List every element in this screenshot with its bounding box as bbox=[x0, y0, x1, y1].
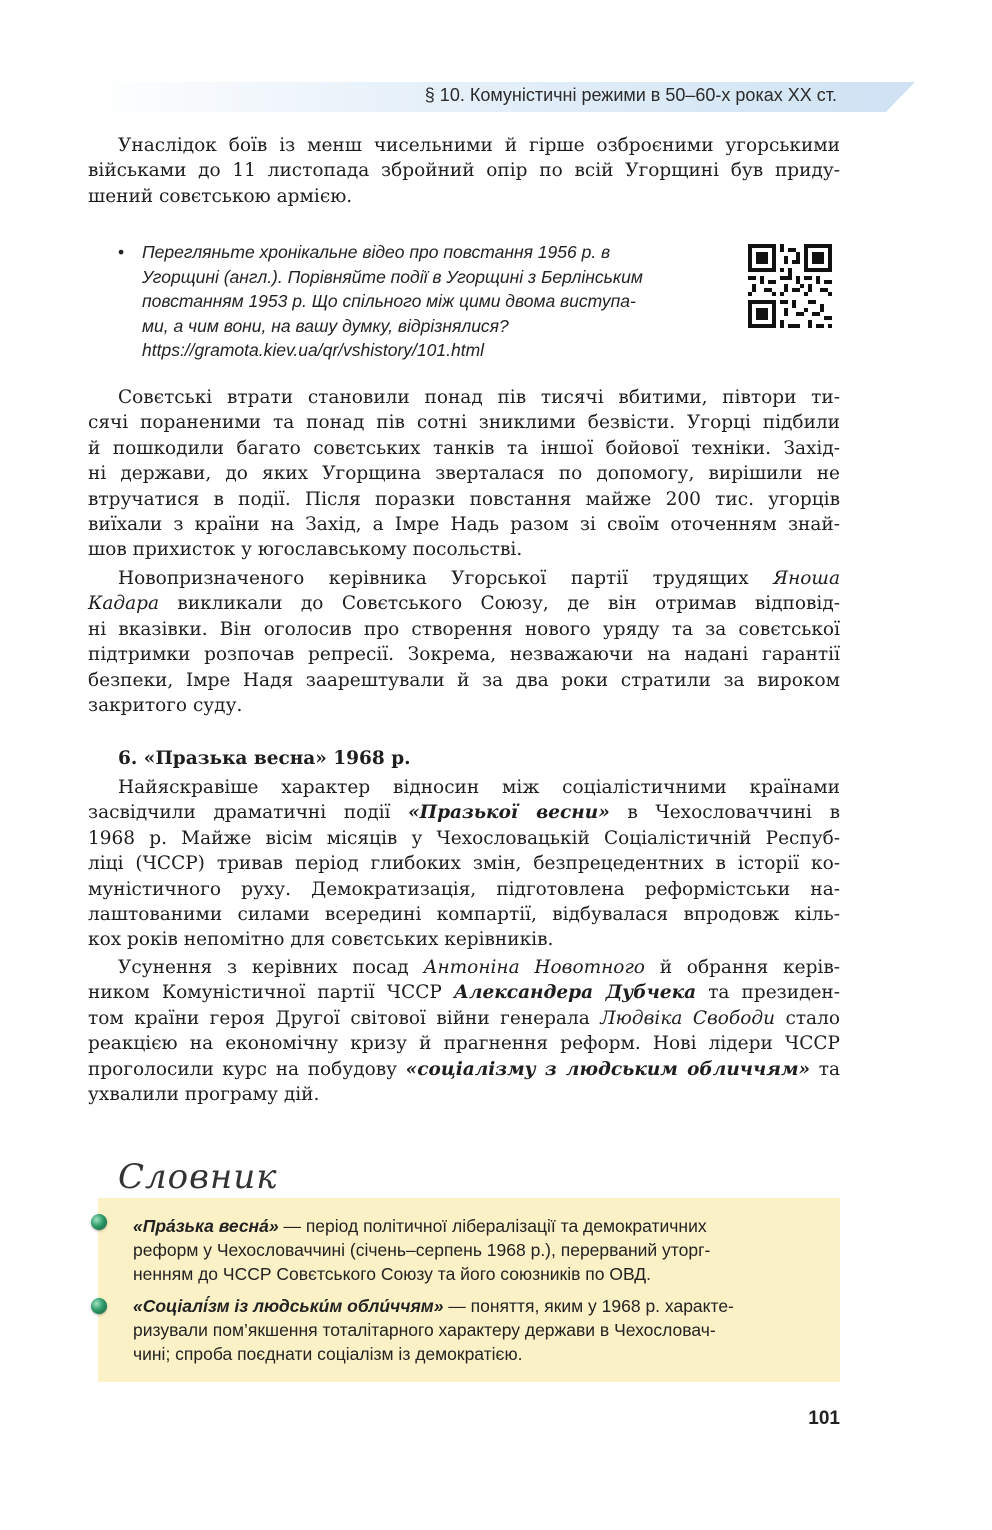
key-term: «Празької весни» bbox=[408, 802, 610, 824]
text-run: ником Комуністичної партії ЧССР bbox=[88, 982, 454, 1004]
text-line: муністичного руху. Демократизація, підготовлена реформістськи на- bbox=[88, 878, 840, 900]
person-name: Александера Дубчека bbox=[453, 982, 697, 1004]
glossary-term: «Соціалі́зм із людськи́м обли́ччям» bbox=[133, 1296, 444, 1316]
paragraph-1 bbox=[88, 133, 840, 209]
text-line: лаштованими силами всередині компартії, відбувалася впродовж кіль- bbox=[88, 904, 840, 926]
glossary-title: Словник bbox=[118, 1157, 278, 1197]
text-run: стало bbox=[775, 1007, 840, 1029]
text-run: — поняття, яким у 1968 р. характе- bbox=[443, 1296, 734, 1316]
entry-line: чині; спроба поєднати соціалізм із демократією. bbox=[133, 1344, 523, 1364]
person-name: Кадара bbox=[88, 593, 159, 615]
paragraph-4 bbox=[88, 775, 840, 953]
text-run: проголосили курс на побудову bbox=[88, 1058, 406, 1080]
glossary-entry bbox=[133, 1214, 833, 1286]
text-line: Унаслідок боїв із менш чисельними й гірше озброєними угорськими bbox=[118, 135, 840, 156]
entry-line: реформ у Чехословаччині (січень–серпень 1968 р.), перерваний уторг- bbox=[133, 1240, 711, 1260]
text-line: втручатися в події. Після поразки повстання майже 200 тис. угорців bbox=[88, 488, 840, 510]
running-header: § 10. Комуністичні режими в 50–60-х роках XX ст. bbox=[424, 85, 837, 105]
text-line: й пошкодили багато совєтських танків та іншої бойової техніки. Захід- bbox=[88, 437, 840, 459]
person-name: Людвіка Свободи bbox=[600, 1007, 775, 1029]
text-run: й обрання керів- bbox=[644, 957, 840, 978]
text-run: та bbox=[810, 1058, 840, 1080]
text-line bbox=[88, 1006, 840, 1031]
entry-line: ризували пом’якшення тоталітарного характеру держави в Чехословач- bbox=[133, 1320, 716, 1340]
person-name: Антоніна Новотного bbox=[423, 957, 645, 978]
entry-line: ненням до ЧССР Совєтського Союзу та його союзників по ОВД. bbox=[133, 1264, 651, 1284]
glossary-term: «Пра́зька весна́» bbox=[133, 1216, 279, 1236]
text-line: ні держави, до яких Угорщина зверталася по допомогу, вирішили не bbox=[88, 463, 840, 485]
task-line: Перегляньте хронікальне відео про повстання 1956 р. в bbox=[142, 242, 611, 262]
text-run: викликали до Совєтського Союзу, де він отримав відповід- bbox=[158, 593, 840, 615]
text-line: Найяскравіше характер відносин між соціалістичними країнами bbox=[118, 777, 840, 798]
text-line: безпеки, Імре Надя заарештували й за два роки стратили за вироком bbox=[88, 669, 840, 691]
person-name: Яноша bbox=[773, 568, 840, 589]
text-run: Новопризначеного керівника Угорської партії трудящих bbox=[118, 568, 774, 589]
task-line: ми, а чим вони, на вашу думку, відрізнялися? bbox=[142, 315, 509, 336]
section-heading: 6. «Празька весна» 1968 р. bbox=[118, 748, 411, 769]
text-line: шов прихисток у югославському посольстві. bbox=[88, 539, 523, 561]
text-line: реакцією на економічну кризу й прагнення реформ. Нові лідери ЧССР bbox=[88, 1033, 840, 1055]
text-line: Совєтські втрати становили понад пів тисячі вбитими, півтори ти- bbox=[118, 387, 840, 408]
text-line bbox=[88, 1057, 840, 1082]
key-term: «соціалізму з людським обличчям» bbox=[405, 1058, 811, 1080]
text-line bbox=[88, 955, 840, 980]
qr-code-icon[interactable] bbox=[748, 244, 832, 328]
text-line bbox=[88, 800, 840, 825]
glossary-entry bbox=[133, 1294, 833, 1366]
text-line: військами до 11 листопада збройний опір по всій Угорщині був приду- bbox=[88, 160, 840, 182]
text-run: — період політичної лібералізації та демократичних bbox=[278, 1216, 707, 1236]
text-line: підтримки розпочав репресії. Зокрема, незважаючи на надані гарантії bbox=[88, 644, 840, 666]
text-line bbox=[88, 566, 840, 591]
paragraph-5 bbox=[88, 955, 840, 1107]
task-link[interactable]: https://gramota.kiev.ua/qr/vshistory/101.html bbox=[142, 340, 485, 360]
text-line bbox=[88, 980, 840, 1005]
text-line: закритого суду. bbox=[88, 695, 243, 717]
entry-line bbox=[133, 1294, 833, 1318]
text-line: сячі пораненими та понад пів сотні зниклими безвісти. Угорці підбили bbox=[88, 412, 840, 434]
text-run: та президен- bbox=[696, 982, 841, 1004]
task-line: Угорщині (англ.). Порівняйте події в Угорщині з Берлінським bbox=[142, 266, 643, 287]
text-run: в Чехословаччині в bbox=[609, 802, 840, 824]
page-number: 101 bbox=[808, 1408, 840, 1429]
text-line: 1968 р. Майже вісім місяців у Чехословацькій Соціалістичній Респуб- bbox=[88, 827, 840, 849]
task-line: повстанням 1953 р. Що спільного між цими двома виступа- bbox=[142, 291, 636, 311]
text-line: ні вказівки. Він оголосив про створення нового уряду та за совєтської bbox=[88, 618, 840, 640]
text-line: виїхали з країни на Захід, а Імре Надь разом зі своїм оточенням знай- bbox=[88, 514, 840, 536]
bullet-icon: • bbox=[118, 242, 125, 262]
text-line bbox=[88, 591, 840, 616]
text-line: ухвалили програму дій. bbox=[88, 1084, 320, 1106]
paragraph-2 bbox=[88, 385, 840, 563]
text-run: засвідчили драматичні події bbox=[88, 802, 409, 824]
paragraph-3 bbox=[88, 566, 840, 718]
text-line: шений совєтською армією. bbox=[88, 185, 353, 207]
text-run: том країни героя Другої світової війни генерала bbox=[88, 1007, 601, 1029]
entry-line bbox=[133, 1214, 833, 1238]
task-block bbox=[118, 240, 718, 363]
text-run: Усунення з керівних посад bbox=[118, 957, 424, 978]
glossary-bullet-icon bbox=[91, 1298, 107, 1314]
text-line: кох років непомітно для совєтських керівників. bbox=[88, 929, 554, 951]
text-line: ліці (ЧССР) тривав період глибоких змін, безпрецедентних в історії ко- bbox=[88, 853, 840, 875]
glossary-bullet-icon bbox=[91, 1214, 107, 1230]
